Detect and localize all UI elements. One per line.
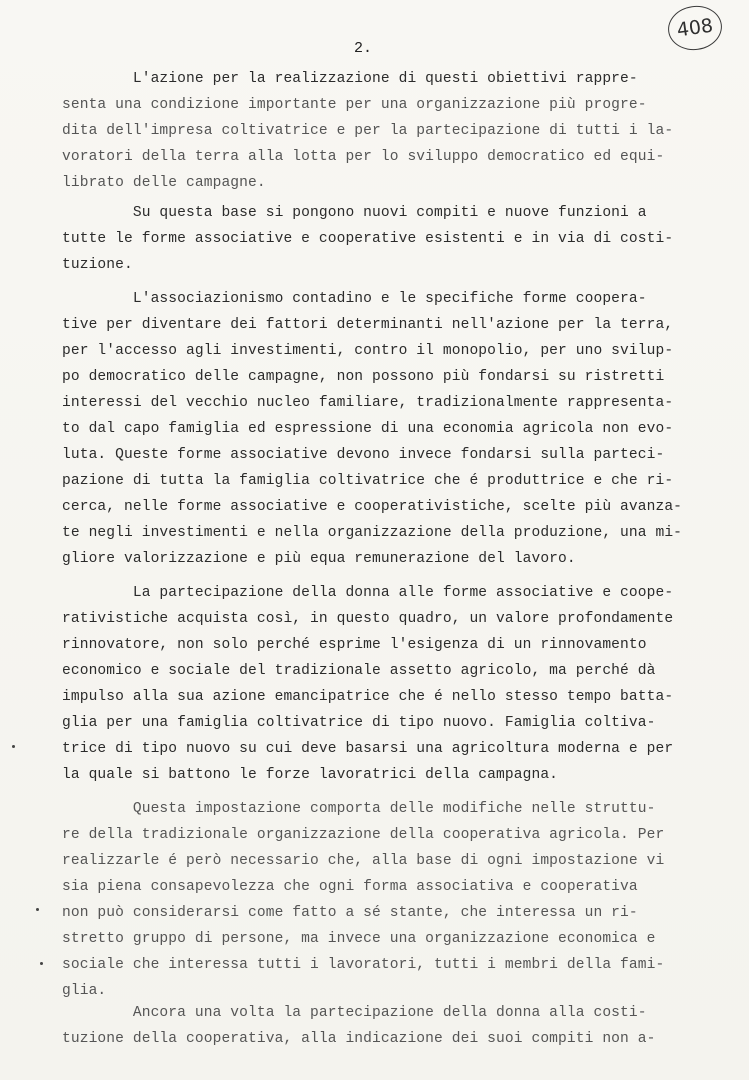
- text-line: luta. Queste forme associative devono invece fondarsi sulla parteci-: [62, 447, 665, 463]
- text-line: interessi del vecchio nucleo familiare, tradizionalmente rappresenta-: [62, 395, 674, 411]
- text-line: re della tradizionale organizzazione della cooperativa agricola. Per: [62, 827, 665, 843]
- text-line: librato delle campagne.: [62, 175, 266, 191]
- text-line: to dal capo famiglia ed espressione di una economia agricola non evo-: [62, 421, 674, 437]
- text-line: glia per una famiglia coltivatrice di tipo nuovo. Famiglia coltiva-: [62, 715, 656, 731]
- margin-speck: [36, 908, 39, 911]
- text-line: dita dell'impresa coltivatrice e per la partecipazione di tutti i la-: [62, 123, 674, 139]
- text-line: sia piena consapevolezza che ogni forma associativa e cooperativa: [62, 879, 638, 895]
- text-line: L'azione per la realizzazione di questi obiettivi rappre-: [62, 71, 638, 87]
- text-line: trice di tipo nuovo su cui deve basarsi una agricoltura moderna e per: [62, 741, 674, 757]
- text-line: la quale si battono le forze lavoratrici della campagna.: [62, 767, 559, 783]
- text-line: te negli investimenti e nella organizzazione della produzione, una mi-: [62, 525, 683, 541]
- text-line: Su questa base si pongono nuovi compiti e nuove funzioni a: [62, 205, 647, 221]
- paragraph: [62, 580, 702, 788]
- text-line: tuzione della cooperativa, alla indicazione dei suoi compiti non a-: [62, 1031, 656, 1047]
- text-line: pazione di tutta la famiglia coltivatrice che é produttrice e che ri-: [62, 473, 674, 489]
- text-line: impulso alla sua azione emancipatrice che é nello stesso tempo batta-: [62, 689, 674, 705]
- paragraph: [62, 200, 702, 278]
- text-line: gliore valorizzazione e più equa remunerazione del lavoro.: [62, 551, 576, 567]
- text-line: sociale che interessa tutti i lavoratori, tutti i membri della fami-: [62, 957, 665, 973]
- text-line: glia.: [62, 983, 107, 999]
- archive-number-text: 408: [675, 14, 715, 42]
- text-line: per l'accesso agli investimenti, contro il monopolio, per uno svilup-: [62, 343, 674, 359]
- text-line: rinnovatore, non solo perché esprime l'esigenza di un rinnovamento: [62, 637, 647, 653]
- margin-speck: [12, 745, 15, 748]
- text-line: cerca, nelle forme associative e cooperativistiche, scelte più avanza-: [62, 499, 683, 515]
- margin-speck: [40, 962, 43, 965]
- page-number: 2.: [354, 40, 373, 57]
- text-line: Questa impostazione comporta delle modifiche nelle struttu-: [62, 801, 656, 817]
- text-line: La partecipazione della donna alle forme associative e coope-: [62, 585, 674, 601]
- text-line: rativistiche acquista così, in questo quadro, un valore profondamente: [62, 611, 674, 627]
- paragraph: [62, 1000, 702, 1052]
- archive-number-stamp: [665, 2, 725, 53]
- paragraph: [62, 796, 702, 1004]
- text-line: realizzarle é però necessario che, alla base di ogni impostazione vi: [62, 853, 665, 869]
- text-line: tuzione.: [62, 257, 133, 273]
- text-line: tutte le forme associative e cooperative esistenti e in via di costi-: [62, 231, 674, 247]
- text-line: voratori della terra alla lotta per lo sviluppo democratico ed equi-: [62, 149, 665, 165]
- text-line: L'associazionismo contadino e le specifiche forme coopera-: [62, 291, 647, 307]
- paragraph: [62, 286, 702, 572]
- text-line: tive per diventare dei fattori determinanti nell'azione per la terra,: [62, 317, 674, 333]
- text-line: po democratico delle campagne, non possono più fondarsi su ristretti: [62, 369, 665, 385]
- paragraph: [62, 66, 702, 196]
- text-line: Ancora una volta la partecipazione della donna alla costi-: [62, 1005, 647, 1021]
- text-line: stretto gruppo di persone, ma invece una organizzazione economica e: [62, 931, 656, 947]
- text-line: non può considerarsi come fatto a sé stante, che interessa un ri-: [62, 905, 638, 921]
- text-line: economico e sociale del tradizionale assetto agricolo, ma perché dà: [62, 663, 656, 679]
- text-line: senta una condizione importante per una organizzazione più progre-: [62, 97, 647, 113]
